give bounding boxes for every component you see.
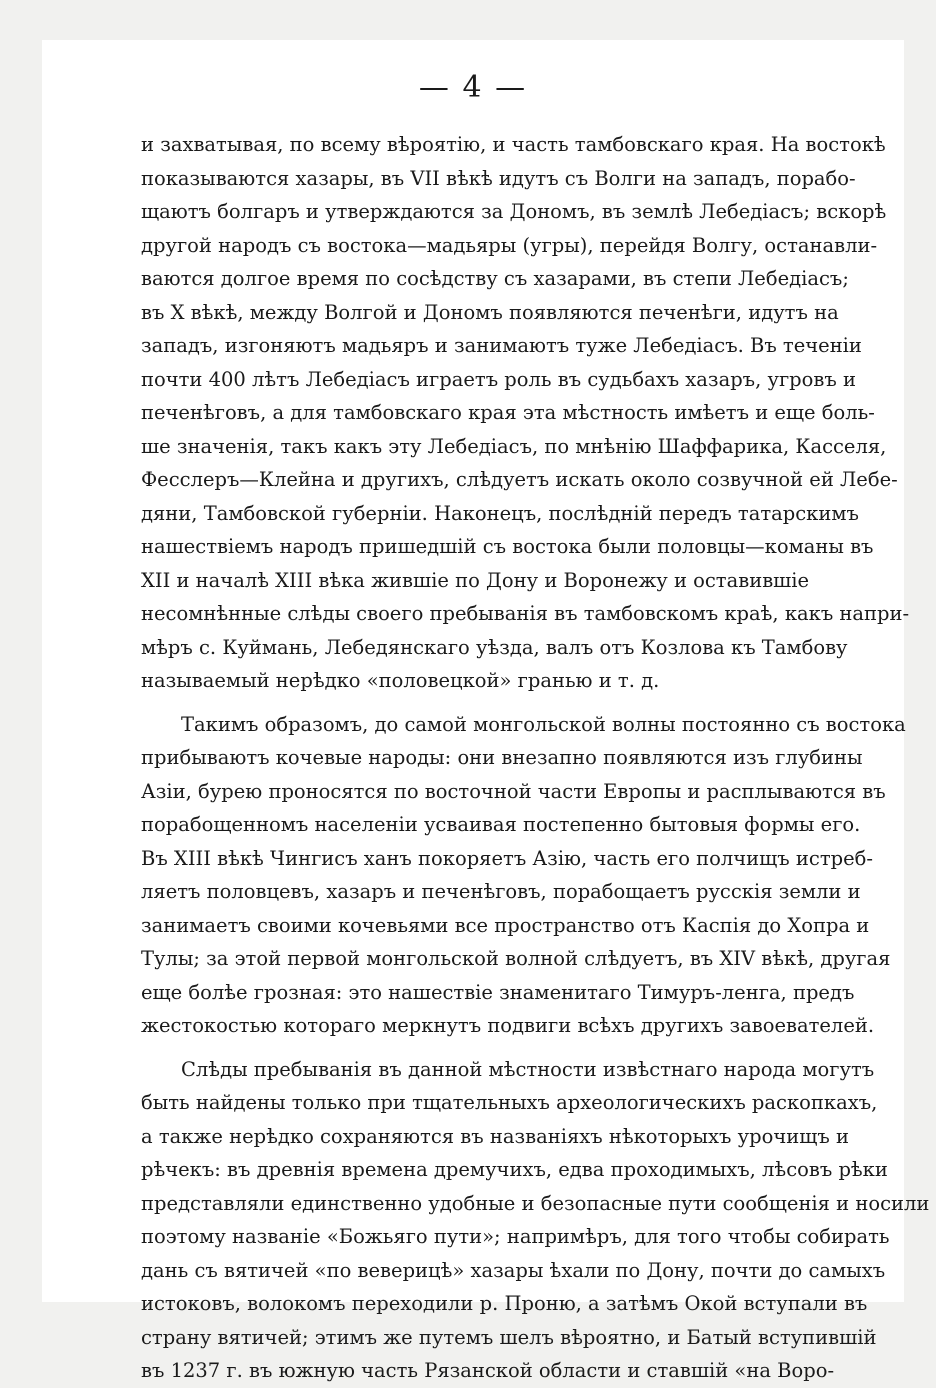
text-line: ше значенiя, такъ какъ эту Лебедiасъ, по мнѣнiю Шаффарика, Касселя, <box>141 434 887 458</box>
text-line: дань съ вятичей «по веверицѣ» хазары ѣхали по Дону, почти до самыхъ <box>141 1258 886 1282</box>
text-line: ваются долгое время по сосѣдству съ хазарами, въ степи Лебедiасъ; <box>141 267 849 290</box>
text-line: печенѣговъ, а для тамбовскаго края эта мѣстность имѣетъ и еще боль- <box>141 401 875 424</box>
text-line: щаютъ болгаръ и утверждаются за Дономъ, въ землѣ Лебедiасъ; вскорѣ <box>141 200 887 223</box>
text-line: въ 1237 г. въ южную часть Рязанской области и ставшiй «на Воро- <box>141 1359 835 1382</box>
text-line: еще болѣе грозная: это нашествiе знаменитаго Тимуръ-ленга, предъ <box>141 980 855 1004</box>
text-line: рѣчекъ: въ древнiя времена дремучихъ, едва проходимыхъ, лѣсовъ рѣки <box>141 1158 888 1181</box>
text-line: называемый нерѣдко «половецкой» гранью и т. д. <box>141 669 660 692</box>
paragraph-gap <box>141 1043 792 1053</box>
text-line: быть найдены только при тщательныхъ археологическихъ раскопкахъ, <box>141 1091 878 1114</box>
text-line: мѣръ с. Куймань, Лебедянскаго уѣзда, валъ отъ Козлова къ Тамбову <box>141 635 848 659</box>
text-line: Такимъ образомъ, до самой монгольской волны постоянно съ востока <box>181 712 906 736</box>
paragraph-gap <box>141 698 792 708</box>
text-line: почти 400 лѣтъ Лебедiасъ играетъ роль въ судьбахъ хазаръ, угровъ и <box>141 367 856 391</box>
text-line: показываются хазары, въ VII вѣкѣ идутъ съ Волги на западъ, порабо- <box>141 166 856 190</box>
text-line: Азiи, бурею проносятся по восточной части Европы и расплываются въ <box>141 779 886 803</box>
text-line: XII и началѣ XIII вѣка жившiе по Дону и Воронежу и оставившiе <box>141 568 810 592</box>
paragraph-1 <box>141 128 910 698</box>
text-line: дяни, Тамбовской губернiи. Наконецъ, послѣднiй передъ татарскимъ <box>141 501 859 525</box>
text-line: истоковъ, волокомъ переходили р. Проню, а затѣмъ Окой вступали въ <box>141 1292 868 1315</box>
paragraph-3 <box>141 1053 930 1388</box>
paragraph-2 <box>141 708 906 1043</box>
text-line: западъ, изгоняютъ мадьяръ и занимаютъ туже Лебедiасъ. Въ теченiи <box>141 334 862 357</box>
text-line: а также нерѣдко сохраняются въ названiяхъ нѣкоторыхъ урочищъ и <box>141 1124 849 1148</box>
page-number: — 4 — <box>418 70 528 105</box>
text-line: въ X вѣкѣ, между Волгой и Дономъ появляются печенѣги, идутъ на <box>141 300 839 324</box>
text-line: другой народъ съ востока—мадьяры (угры), перейдя Волгу, останавли- <box>141 233 878 257</box>
text-line: Тулы; за этой первой монгольской волной слѣдуетъ, въ XIV вѣкѣ, другая <box>141 947 891 970</box>
text-line: Фесслеръ—Клейна и другихъ, слѣдуетъ искать около созвучной ей Лебе- <box>141 468 898 491</box>
text-line: Въ XIII вѣкѣ Чингисъ ханъ покоряетъ Азiю, часть его полчищъ истреб- <box>141 846 873 870</box>
text-line: поэтому названiе «Божьяго пути»; напримѣръ, для того чтобы собирать <box>141 1225 890 1248</box>
text-line: Слѣды пребыванiя въ данной мѣстности извѣстнаго народа могутъ <box>181 1057 875 1081</box>
text-line: нашествiемъ народъ пришедшiй съ востока были половцы—команы въ <box>141 535 874 558</box>
text-line: представляли единственно удобные и безопасные пути сообщенiя и носили <box>141 1191 930 1215</box>
text-line: страну вятичей; этимъ же путемъ шелъ вѣроятно, и Батый вступившiй <box>141 1325 877 1349</box>
text-line: жестокостью котораго меркнутъ подвиги всѣхъ другихъ завоевателей. <box>141 1014 875 1037</box>
text-line: и захватывая, по всему вѣроятiю, и часть тамбовскаго края. На востокѣ <box>141 133 886 156</box>
text-line: ляетъ половцевъ, хазаръ и печенѣговъ, порабощаетъ русскiя земли и <box>141 880 861 903</box>
text-line: прибываютъ кочевые народы: они внезапно появляются изъ глубины <box>141 746 863 769</box>
text-line: порабощенномъ населенiи усваивая постепенно бытовыя формы его. <box>141 813 861 836</box>
text-line: несомнѣнные слѣды своего пребыванiя въ тамбовскомъ краѣ, какъ напри- <box>141 602 910 625</box>
body-text <box>141 128 930 1388</box>
text-line: занимаетъ своими кочевьями все пространство отъ Каспiя до Хопра и <box>141 913 870 937</box>
